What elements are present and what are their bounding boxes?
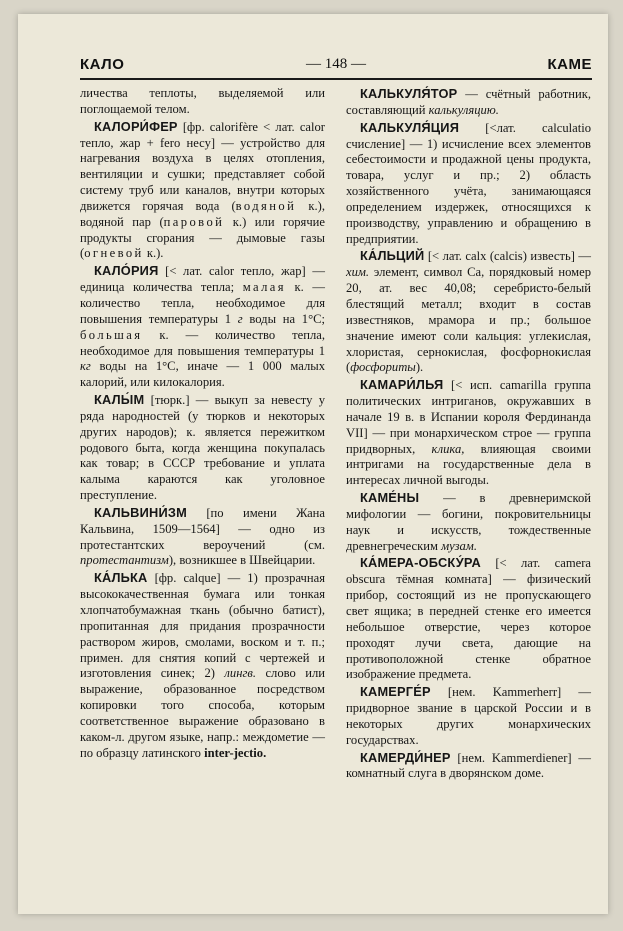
entry-text: к. — количество тепла, необходимое для повышения температуры 1 xyxy=(80,280,325,326)
entry-text: г xyxy=(237,311,243,326)
entry-kalkulyatsiya xyxy=(346,120,591,248)
header-left-guide-word: КАЛО xyxy=(80,56,125,73)
entry-kalorifer xyxy=(80,119,325,263)
entry-text: к.), водяной пар ( xyxy=(80,198,325,229)
page-header xyxy=(80,50,592,80)
entry-text: водяной xyxy=(235,198,297,213)
entry-kamera-obskura xyxy=(346,555,591,683)
entry-text: фосфориты xyxy=(350,360,416,375)
entry-kamerger xyxy=(346,684,591,748)
entry-text: малая xyxy=(242,280,286,295)
entry-text: воды на 1°С, иначе — 1 000 малых калорий, или килокалория. xyxy=(80,359,325,390)
entry-kaloriya xyxy=(80,263,325,391)
page-number: — 148 — xyxy=(306,56,366,72)
entry-text: элемент, символ Са, порядковый номер 20, ат. вес 40,08; серебристо-белый блестящий металл; входит в состав известняков, мрамора и пр.; большое значение имеют соли кальция: углекислая, хлористая, сернокислая, фосфорнокислая ( xyxy=(346,265,591,375)
left-column xyxy=(80,86,325,762)
entry-text: [< лат. calx (calcis) известь] — xyxy=(424,249,591,264)
headword: КАЛЬКУЛЯ́ЦИЯ xyxy=(360,119,460,135)
headword: КАМЕ́НЫ xyxy=(360,490,420,506)
entry-kameny xyxy=(346,490,591,554)
header-right-guide-word: КАМЕ xyxy=(547,56,592,73)
entry-text: [<лат. calculatio счисление] — 1) исчисление всех элементов себестоимости и продажной цены продукта, товара, услуг и пр.; 2) область хозяйственного учёта, занимающаяся определением издержек, относящихся к производству, управлению и обращению в предприятии. xyxy=(346,120,591,246)
entry-text: к.) или горячие продукты сгорания — дымовые газы ( xyxy=(80,214,325,261)
headword: КАЛЬВИНИ́ЗМ xyxy=(94,504,187,520)
headword: КА́ЛЬЦИЙ xyxy=(360,248,425,264)
entry-text: лингв. xyxy=(224,666,256,681)
entry-text: музам. xyxy=(441,538,477,553)
entry-text: воды на 1°С; xyxy=(242,311,325,326)
entry-text: [нем. Kammerdiener] — комнатный слуга в дворянском доме. xyxy=(346,750,591,781)
headword: КА́МЕРА-ОБСКУ́РА xyxy=(360,555,481,571)
entry-text: влияющая своими интригами на государственные дела в интересах личной выгоды. xyxy=(346,441,592,488)
entry-continuation xyxy=(80,86,325,118)
entry-text: [тюрк.] — выкуп за невесту у ряда народностей (у тюрков и некоторых других народов); к. является пережитком родового быта, когда женщина покупалась как товар; в СССР требование и уплата калыма караются как уголовное преступление. xyxy=(80,393,325,503)
headword: КАМЕРДИ́НЕР xyxy=(360,749,451,765)
entry-kalka xyxy=(80,570,325,761)
entry-kalym xyxy=(80,392,325,504)
dictionary-page xyxy=(18,14,608,914)
entry-kamarilya xyxy=(346,377,591,489)
entry-kaltsiy xyxy=(346,248,591,376)
entry-text: [< исп. camarilla группа политических интриганов, окружавших в начале 19 в. в Испании короля Фердинанда VII] — при монархическом строе — группа придворных, xyxy=(346,378,591,456)
entry-text: — в древнеримской мифологии — богини, покровительницы наук и искусств, тождественные древнегреческим xyxy=(346,491,591,553)
entry-text: хим. xyxy=(346,265,370,280)
entry-kalvinizm xyxy=(80,505,325,569)
entry-text: огневой xyxy=(84,246,144,261)
entry-text: большая xyxy=(80,327,143,342)
entry-text: [< лат. calor тепло, жар] — единица количества тепла; xyxy=(80,264,325,295)
right-column xyxy=(346,86,591,783)
entry-text: протестантизм xyxy=(80,553,169,568)
entry-text: [фр. calque] — 1) прозрачная высококачественная бумага или тонкая хлопчатобумажная ткань (обычно батист), пропитанная для придания прозрачности раствором жиров, смолами, воском и т. п.; примен. для снятия копий с чертежей и изготовления синек; 2) xyxy=(80,571,325,681)
entry-text: inter-jectio. xyxy=(204,745,267,760)
entry-text: калькуляцию. xyxy=(428,102,499,117)
entry-text: клика, xyxy=(431,441,465,456)
headword: КАЛЬКУЛЯ́ТОР xyxy=(360,86,458,101)
entry-text: ). xyxy=(415,360,424,375)
entry-text: [нем. Kammerherr] — придворное звание в царской России и в некоторых других монархических государствах. xyxy=(346,685,591,747)
headword: КАМАРИ́ЛЬЯ xyxy=(360,377,444,393)
entry-text: [по имени Жана Кальвина, 1509—1564] — одно из протестантских вероучений (см. xyxy=(80,505,325,552)
headword: КАЛОРИ́ФЕР xyxy=(94,118,178,134)
entry-text: — счётный работник, составляющий xyxy=(346,87,591,117)
headword: КАМЕРГЕ́Р xyxy=(360,684,431,700)
entry-kalkulyator xyxy=(346,86,591,119)
entry-text: личества теплоты, выделяемой или поглощаемой телом. xyxy=(80,86,325,116)
entry-text: к.). xyxy=(143,246,164,261)
entry-text: [< лат. camera obscura тёмная комната] — физический прибор, состоящий из не пропускающего свет ящика; в передней стенке его имеется небольшое отверстие, через которое проходят лучи света, дающие на противоположной стенке обратное изображение предмета. xyxy=(346,556,591,682)
entry-text: ), возникшее в Швейцарии. xyxy=(168,553,316,568)
headword: КА́ЛЬКА xyxy=(94,570,148,586)
entry-text: паровой xyxy=(163,214,225,229)
entry-text: слово или выражение, образованное посредством копировки того способа, которым соответственное выражение образовано в каком-л. другом языке, напр.: междометие — по образцу латинского xyxy=(80,666,325,760)
entry-kamerdiner xyxy=(346,750,591,783)
entry-text: кг xyxy=(80,359,91,374)
entry-text: к. — количество тепла, необходимое для повышения температуры 1 xyxy=(80,327,325,358)
headword: КАЛЫ́М xyxy=(94,392,145,408)
entry-text: [фр. calorifère < лат. calor тепло, жар + fero несу] — устройство для нагревания воздуха в целях отопления, вентиляции и сушки; представляет собой систему труб или каналов, внутри которых движется горячая вода ( xyxy=(80,119,325,213)
headword: КАЛО́РИЯ xyxy=(94,263,159,279)
